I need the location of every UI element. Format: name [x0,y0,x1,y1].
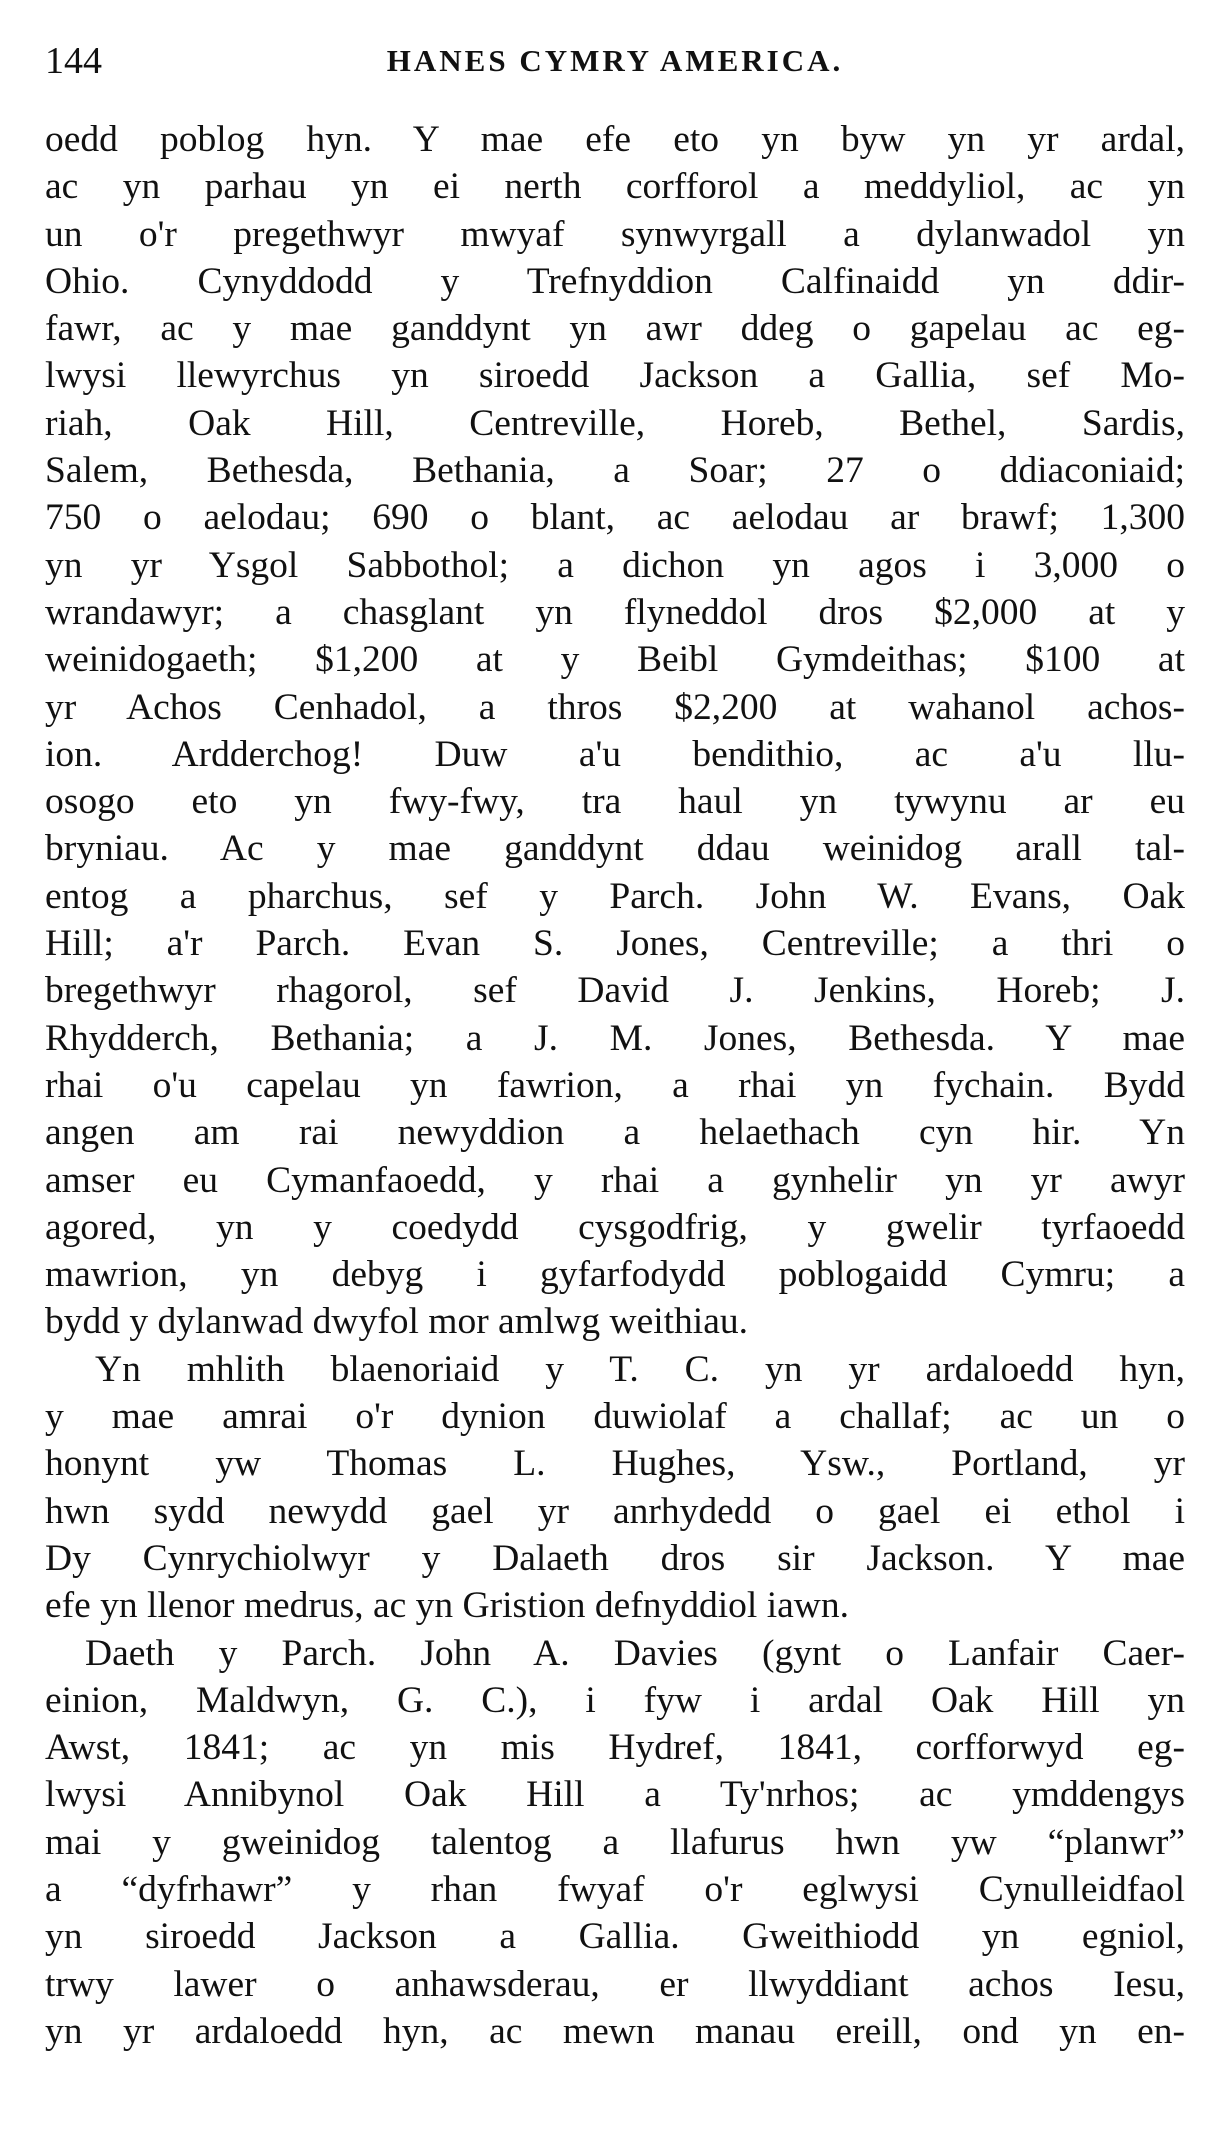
text-line: a “dyfrhawr” y rhan fwyaf o'r eglwysi Cynulleidfaol [45,1868,1185,1910]
text-line: Dy Cynrychiolwyr y Dalaeth dros sir Jackson. Y mae [45,1537,1185,1579]
text-line: Salem, Bethesda, Bethania, a Soar; 27 o ddiaconiaid; [45,450,1185,492]
page-number: 144 [45,40,102,82]
text-line: bryniau. Ac y mae ganddynt ddau weinidog arall tal- [45,828,1185,870]
text-line: Yn mhlith blaenoriaid y T. C. yn yr ardaloedd hyn, [95,1348,1185,1390]
text-line: entog a pharchus, sef y Parch. John W. Evans, Oak [45,875,1185,917]
page-header [45,36,1185,86]
text-line: efe yn llenor medrus, ac yn Gristion defnyddiol iawn. [45,1585,849,1627]
paragraph-1 [45,116,1185,1346]
running-title: HANES CYMRY AMERICA. [386,43,844,78]
text-line: hwn sydd newydd gael yr anrhydedd o gael ei ethol i [45,1490,1185,1532]
body-text [45,116,1185,2055]
text-line: yn siroedd Jackson a Gallia. Gweithiodd yn egniol, [45,1916,1185,1958]
text-line: yn yr Ysgol Sabbothol; a dichon yn agos i 3,000 o [45,544,1185,586]
book-page [45,36,1185,2055]
text-line: mai y gweinidog talentog a llafurus hwn yw “planwr” [45,1821,1185,1863]
text-line: bydd y dylanwad dwyfol mor amlwg weithiau. [45,1301,748,1343]
text-line: yn yr ardaloedd hyn, ac mewn manau ereill, ond yn en- [45,2010,1185,2052]
text-line: fawr, ac y mae ganddynt yn awr ddeg o gapelau ac eg- [45,308,1185,350]
text-line: riah, Oak Hill, Centreville, Horeb, Bethel, Sardis, [45,402,1185,444]
text-line: weinidogaeth; $1,200 at y Beibl Gymdeithas; $100 at [45,639,1185,681]
text-line: osogo eto yn fwy-fwy, tra haul yn tywynu ar eu [45,781,1185,823]
text-line: ion. Ardderchog! Duw a'u bendithio, ac a'u llu- [45,733,1185,775]
text-line: angen am rai newyddion a helaethach cyn hir. Yn [45,1112,1185,1154]
text-line: Ohio. Cynyddodd y Trefnyddion Calfinaidd yn ddir- [45,260,1185,302]
text-line: lwysi Annibynol Oak Hill a Ty'nrhos; ac ymddengys [45,1774,1185,1816]
text-line: y mae amrai o'r dynion duwiolaf a challaf; ac un o [45,1396,1185,1438]
text-line: wrandawyr; a chasglant yn flyneddol dros $2,000 at y [45,591,1185,633]
text-line: yr Achos Cenhadol, a thros $2,200 at wahanol achos- [45,686,1185,728]
paragraph-2 [45,1346,1185,1630]
text-line: amser eu Cymanfaoedd, y rhai a gynhelir yn yr awyr [45,1159,1185,1201]
text-line: einion, Maldwyn, G. C.), i fyw i ardal Oak Hill yn [45,1679,1185,1721]
text-line: mawrion, yn debyg i gyfarfodydd poblogaidd Cymru; a [45,1254,1185,1296]
text-line: trwy lawer o anhawsderau, er llwyddiant achos Iesu, [45,1963,1185,2005]
text-line: 750 o aelodau; 690 o blant, ac aelodau ar brawf; 1,300 [45,497,1185,539]
text-line: oedd poblog hyn. Y mae efe eto yn byw yn yr ardal, [45,119,1185,160]
text-line: Awst, 1841; ac yn mis Hydref, 1841, corfforwyd eg- [45,1727,1185,1769]
paragraph-3 [45,1630,1185,2056]
text-line: agored, yn y coedydd cysgodfrig, y gwelir tyrfaoedd [45,1206,1185,1248]
text-line: Rhydderch, Bethania; a J. M. Jones, Bethesda. Y mae [45,1017,1185,1059]
text-line: ac yn parhau yn ei nerth corfforol a meddyliol, ac yn [45,166,1185,208]
text-line: un o'r pregethwyr mwyaf synwyrgall a dylanwadol yn [45,213,1185,255]
text-line: Hill; a'r Parch. Evan S. Jones, Centreville; a thri o [45,923,1185,965]
text-line: Daeth y Parch. John A. Davies (gynt o Lanfair Caer- [85,1632,1185,1674]
text-line: honynt yw Thomas L. Hughes, Ysw., Portland, yr [45,1443,1185,1485]
text-line: lwysi llewyrchus yn siroedd Jackson a Gallia, sef Mo- [45,355,1185,397]
text-line: bregethwyr rhagorol, sef David J. Jenkins, Horeb; J. [45,970,1185,1012]
text-line: rhai o'u capelau yn fawrion, a rhai yn fychain. Bydd [45,1064,1185,1106]
